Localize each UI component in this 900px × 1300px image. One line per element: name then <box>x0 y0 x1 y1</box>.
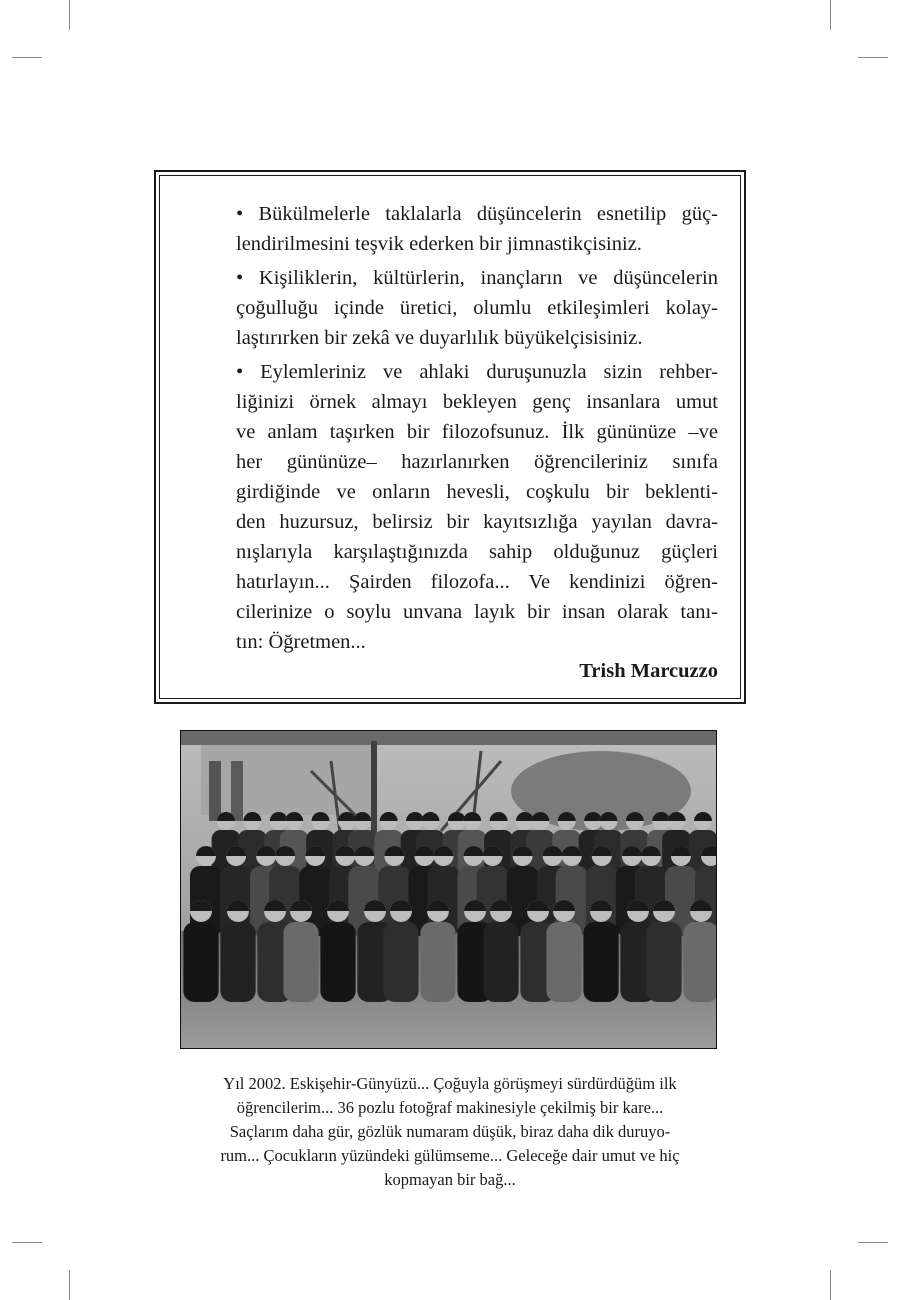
quote-line: • Kişiliklerin, kültürlerin, inançların ve düşüncelerin <box>236 267 718 289</box>
caption-line: Yıl 2002. Eskişehir-Günyüzü... Çoğuyla görüşmeyi sürdürdüğüm ilk <box>223 1074 677 1093</box>
crop-mark <box>12 57 42 58</box>
quote-paragraph <box>236 263 718 353</box>
person-figure <box>646 922 681 1002</box>
person-figure <box>683 922 717 1002</box>
crop-mark <box>858 1242 888 1243</box>
quote-paragraph <box>236 199 718 259</box>
person-figure <box>420 922 455 1002</box>
caption-line: öğrencilerim... 36 pozlu fotoğraf makinesiyle çekilmiş bir kare... <box>236 1098 664 1117</box>
crop-mark <box>69 1270 70 1300</box>
person-figure <box>320 922 355 1002</box>
quote-line: nışlarıyla karşılaştığınızda sahip olduğunuz güçleri <box>236 541 718 563</box>
person-figure <box>183 922 218 1002</box>
class-group-photo <box>180 730 717 1049</box>
quote-line: her gününüze– hazırlanırken öğrencileriniz sınıfa <box>236 451 718 473</box>
caption-line: kopmayan bir bağ... <box>384 1170 516 1189</box>
quote-line: hatırlayın... Şairden filozofa... Ve kendinizi öğren- <box>236 571 718 593</box>
quote-body <box>236 199 718 661</box>
person-figure <box>383 922 418 1002</box>
person-figure <box>583 922 618 1002</box>
quote-line: liğinizi örnek almayı bekleyen genç insanlara umut <box>236 391 718 413</box>
crop-mark <box>830 1270 831 1300</box>
photo-caption <box>160 1072 740 1192</box>
person-figure <box>546 922 581 1002</box>
quote-line: lendirilmesini teşvik ederken bir jimnastikçisiniz. <box>236 233 642 255</box>
crop-mark <box>12 1242 42 1243</box>
person-figure <box>220 922 255 1002</box>
quote-line: ve anlam taşırken bir filozofsunuz. İlk gününüze –ve <box>236 421 718 443</box>
crop-mark <box>830 0 831 30</box>
caption-line: Saçlarım daha gür, gözlük numaram düşük, biraz daha dik duruyo- <box>229 1122 671 1141</box>
quote-line: tın: Öğretmen... <box>236 631 366 653</box>
quote-line: cilerinize o soylu unvana layık bir insan olarak tanı- <box>236 601 718 623</box>
photo-image <box>181 731 717 1049</box>
caption-line: rum... Çocukların yüzündeki gülümseme... Geleceğe dair umut ve hiç <box>220 1146 680 1165</box>
crop-mark <box>858 57 888 58</box>
quote-paragraph <box>236 357 718 657</box>
quote-author: Trish Marcuzzo <box>579 660 718 682</box>
person-figure <box>483 922 518 1002</box>
quote-line: • Bükülmelerle taklalarla düşüncelerin esnetilip güç- <box>236 203 718 225</box>
quote-line: den huzursuz, belirsiz bir kayıtsızlığa yayılan davra- <box>236 511 718 533</box>
crop-mark <box>69 0 70 30</box>
person-figure <box>283 922 318 1002</box>
quote-line: • Eylemleriniz ve ahlaki duruşunuzla sizin rehber- <box>236 361 718 383</box>
quote-line: çoğulluğu içinde üretici, olumlu etkileşimleri kolay- <box>236 297 718 319</box>
quote-line: girdiğinde ve onların hevesli, coşkulu bir beklenti- <box>236 481 718 503</box>
quote-line: laştırırken bir zekâ ve duyarlılık büyükelçisisiniz. <box>236 327 643 349</box>
